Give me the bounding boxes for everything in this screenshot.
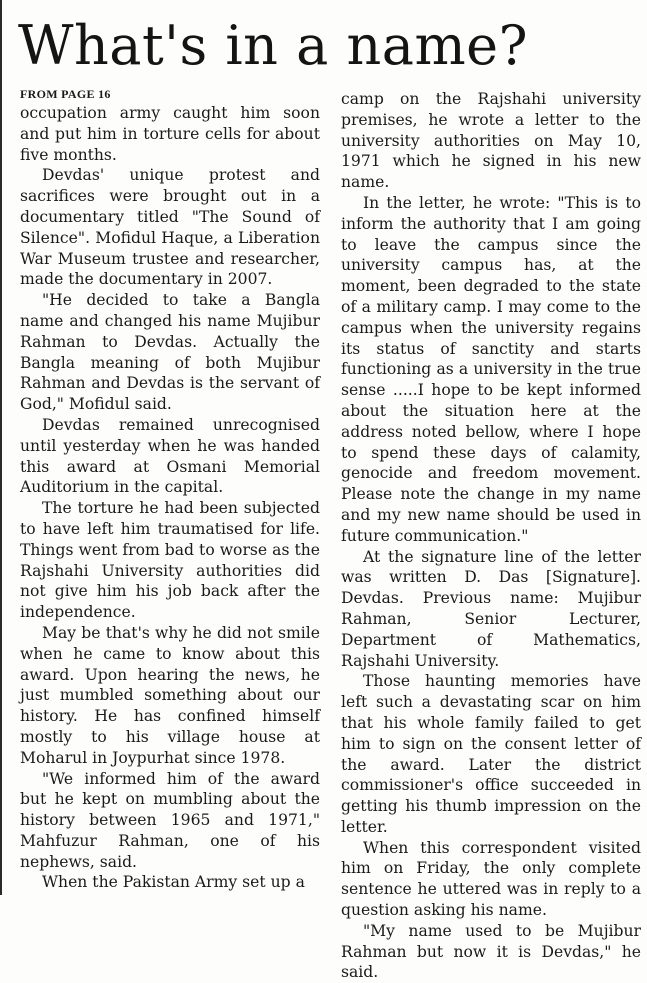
paragraph: In the letter, he wrote: "This is to inform the authority that I am going to leave the campus since the university campus has, at the moment, been degraded to the state of a military camp. I may come to the campus when the university regains its status of sanctity and starts functioning as a university in the true sense .....I hope to be kept informed about the situation here at the address noted bellow, where I hope to spend these days of calamity, genocide and freedom movement. Please note the change in my name and my new name should be used in future communication." [341,193,641,545]
paragraph: When the Pakistan Army set up a [42,873,305,892]
right-column [341,89,641,983]
continued-from-label: FROM PAGE 16 [20,87,111,101]
paragraph: "My name used to be Mujibur Rahman but now it is Devdas," he said. [341,921,641,982]
paragraph: occupation army caught him soon and put him in torture cells for about five months. [20,104,320,164]
paragraph: Those haunting memories have left such a devastating scar on him that his whole family failed to get him to sign on the consent letter of the award. Later the district commissioner's office succeeded in getting his thumb impression on the letter. [341,672,641,836]
paragraph: May be that's why he did not smile when he came to know about this award. Upon hearing the news, he just mumbled something about our history. He has confined himself mostly to his village house at Moharul in Joypurhat since 1978. [20,623,320,767]
paragraph: The torture he had been subjected to have left him traumatised for life. Things went from bad to worse as the Rajshahi University authorities did not give him his job back after the independence. [20,499,320,622]
paragraph: Devdas' unique protest and sacrifices were brought out in a documentary titled "The Sound of Silence". Mofidul Haque, a Liberation War Museum trustee and researcher, made the documentary in 2007. [20,166,320,289]
headline: What's in a name? [18,14,529,77]
paragraph: Devdas remained unrecognised until yesterday when he was handed this award at Osmani Memorial Auditorium in the capital. [20,415,320,497]
clipping-area [2,0,647,982]
paragraph: "He decided to take a Bangla name and changed his name Mujibur Rahman to Devdas. Actually the Bangla meaning of both Mujibur Rahman and Devdas is the servant of God," Mofidul said. [20,291,320,414]
paragraph: When this correspondent visited him on Friday, the only complete sentence he uttered was in reply to a question asking his name. [341,838,641,920]
paragraph: camp on the Rajshahi university premises, he wrote a letter to the university authorities on May 10, 1971 which he signed in his new name. [341,90,641,192]
paragraph: "We informed him of the award but he kept on mumbling about the history between 1965 and 1971," Mahfuzur Rahman, one of his nephews, said. [20,769,320,871]
paragraph: At the signature line of the letter was written D. Das [Signature]. Devdas. Previous name: Mujibur Rahman, Senior Lecturer, Department of Mathematics, Rajshahi University. [341,547,641,670]
left-column [20,86,320,893]
